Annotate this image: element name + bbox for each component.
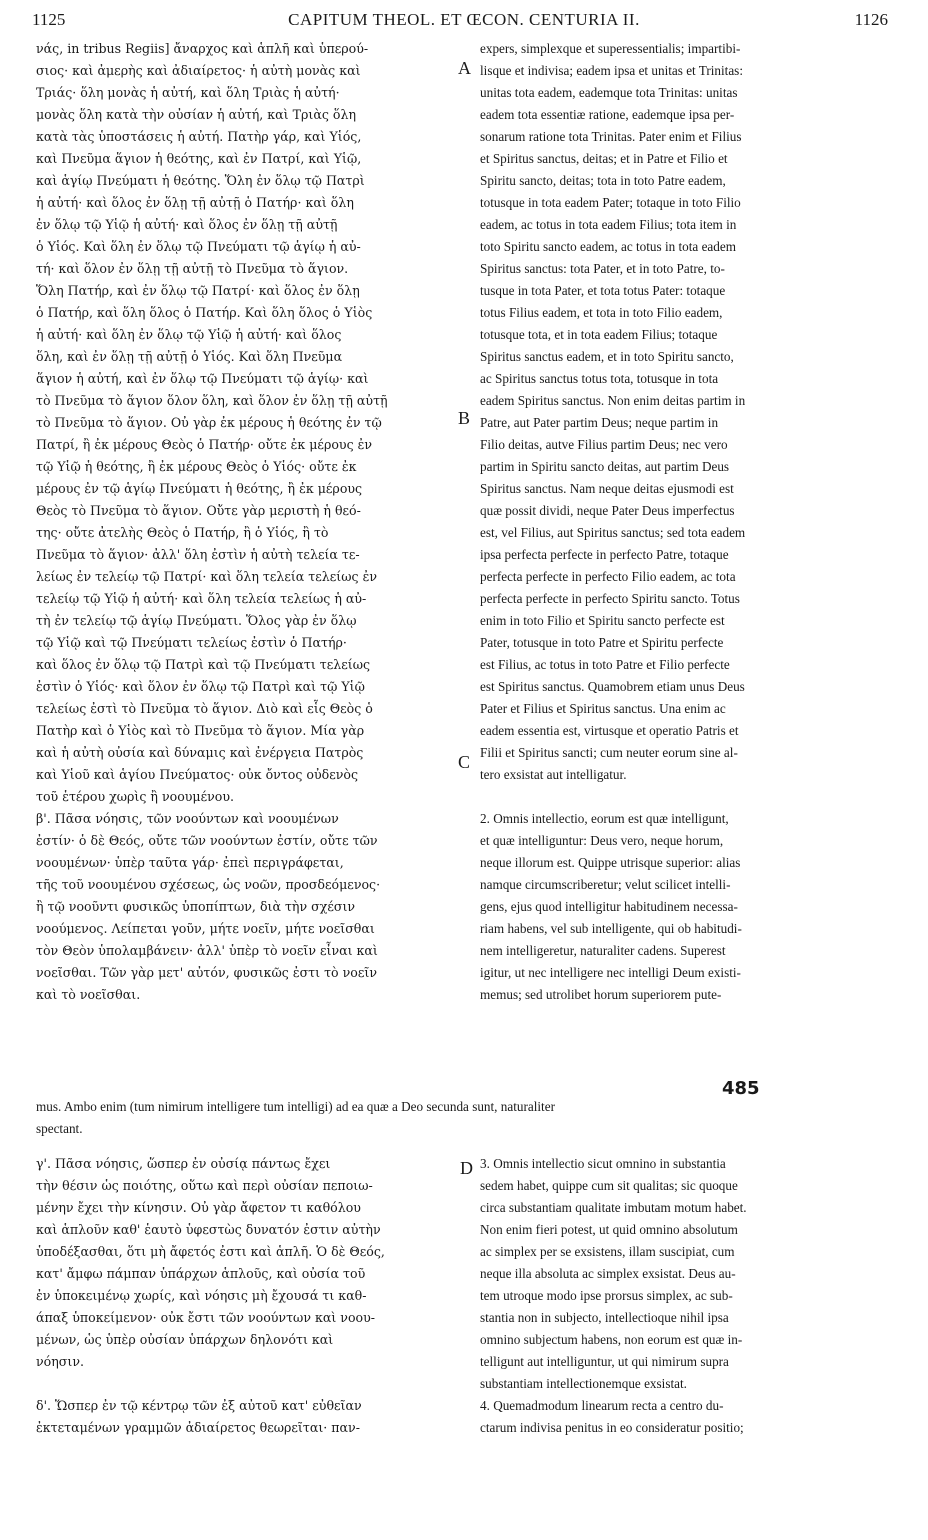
latin-text-line: stantia non in subjecto, intellectioque nihil ipsa <box>480 1310 729 1325</box>
greek-text-line: ὑποδέξασθαι, ὅτι μὴ ἄφετός ἐστι καὶ ἁπλῆ. Ὁ δὲ Θεός, <box>36 1244 385 1259</box>
latin-text-line: Pater et Filius et Spiritus sanctus. Una enim ac <box>480 701 726 716</box>
latin-column-top <box>480 38 890 1006</box>
latin-text-line: igitur, ut nec intelligere nec intelligi Deum existi- <box>480 965 741 980</box>
latin-text-line: riam habens, vel sub intelligente, qui ob habitudi- <box>480 921 742 936</box>
latin-text-line: Spiritus sanctus. Nam neque deitas ejusmodi est <box>480 481 734 496</box>
latin-text-line: unitas tota eadem, eademque tota Trinitas: unitas <box>480 85 738 100</box>
latin-text-line: totusque tota, et in tota eadem Filius; totaque <box>480 327 718 342</box>
greek-text-line <box>36 1373 454 1395</box>
greek-text-line: τελείως ἐστὶ τὸ Πνεῦμα τὸ ἅγιον. Διὸ καὶ εἷς Θεὸς ὁ <box>36 701 373 716</box>
greek-text-line: ἐκτεταμένων γραμμῶν ἀδιαίρετος θεωρεῖται· παν- <box>36 1420 360 1435</box>
latin-text-line: et Spiritus sanctus, deitas; et in Patre et Filio et <box>480 151 728 166</box>
greek-text-line: σιος· καὶ ἀμερὴς καὶ ἀδιαίρετος· ἡ αὐτὴ μονὰς καὶ <box>36 63 361 78</box>
greek-text-line: τὸν Θεὸν ὑπολαμβάνειν· ἀλλ' ὑπὲρ τὸ νοεῖν εἶναι καὶ <box>36 943 378 958</box>
greek-text-line: ἅγιον ἡ αὐτή, καὶ ἐν ὅλῳ τῷ Πνεύματι τῷ ἁγίῳ· καὶ <box>36 371 369 386</box>
full-width-continuation <box>36 1096 892 1140</box>
greek-text-line: καὶ Πνεῦμα ἅγιον ἡ θεότης, καὶ ἐν Πατρί, καὶ Υἱῷ, <box>36 151 362 166</box>
latin-text-line: ac simplex per se exsistens, illam suscipiat, cum <box>480 1244 735 1259</box>
greek-text-line: ἐστίν· ὁ δὲ Θεός, οὔτε τῶν νοούντων ἐστίν, οὔτε τῶν <box>36 833 378 848</box>
greek-text-line: νόησιν. <box>36 1354 84 1369</box>
latin-text-line: Filii et Spiritus sancti; cum neuter eorum sine al- <box>480 745 738 760</box>
latin-text-line: expers, simplexque et superessentialis; impartibi- <box>480 41 741 56</box>
greek-text-line: τοῦ ἑτέρου χωρὶς ἢ νοουμένου. <box>36 789 235 804</box>
latin-text-line: perfecta perfecte in perfecto Filio eadem, ac tota <box>480 569 736 584</box>
page-mark: 485 <box>722 1078 760 1099</box>
greek-text-line: μένων, ὡς ὑπὲρ οὐσίαν ὑπάρχων δηλονότι καὶ <box>36 1332 334 1347</box>
latin-text-line: gens, ejus quod intelligitur habitudinem necessa- <box>480 899 738 914</box>
greek-text-line: Θεὸς τὸ Πνεῦμα τὸ ἅγιον. Οὔτε γὰρ μεριστὴ ἡ θεό- <box>36 503 361 518</box>
margin-letter-c: C <box>458 752 471 772</box>
latin-text-line: est Filius, ac totus in toto Patre et Filio perfecte <box>480 657 730 672</box>
latin-text-line: neque illorum est. Quippe utrisque superior: alias <box>480 855 741 870</box>
greek-text-line: τὴν θέσιν ὡς ποιότης, οὕτω καὶ περὶ οὐσίαν πεποιω- <box>36 1178 373 1193</box>
latin-text-line: sedem habet, quippe cum sit qualitas; sic quoque <box>480 1178 738 1193</box>
margin-letter-a: A <box>458 58 471 78</box>
greek-text-line: Τριάς· ὅλη μονὰς ἡ αὐτή, καὶ ὅλη Τριὰς ἡ αὐτή· <box>36 85 340 100</box>
latin-text-line: Patre, aut Pater partim Deus; neque partim in <box>480 415 719 430</box>
greek-text-line: καὶ τὸ νοεῖσθαι. <box>36 987 141 1002</box>
greek-text-line: νάς, in tribus Regiis] ἄναρχος καὶ ἁπλῆ καὶ ὑπερού- <box>36 41 369 56</box>
latin-text-line: tusque in tota Pater, et tota totus Pater: totaque <box>480 283 726 298</box>
greek-text-line: γ'. Πᾶσα νόησις, ὥσπερ ἐν οὐσίᾳ πάντως ἔχει <box>36 1156 331 1171</box>
latin-text-line: Pater, totusque in toto Patre et Spiritu perfecte <box>480 635 724 650</box>
latin-text-line: et quæ intelliguntur: Deus vero, neque horum, <box>480 833 724 848</box>
latin-text-line: omnino subjectum habens, non eorum est quæ in- <box>480 1332 743 1347</box>
latin-text-line: Non enim fieri potest, ut quid omnino absolutum <box>480 1222 738 1237</box>
greek-text-line: τῷ Υἱῷ ἡ θεότης, ἢ ἐκ μέρους Θεὸς ὁ Υἱός· οὔτε ἐκ <box>36 459 357 474</box>
latin-text-line: Filio deitas, autve Filius partim Deus; nec vero <box>480 437 728 452</box>
greek-text-line: τῆς τοῦ νοουμένου σχέσεως, ὡς νοῶν, προσδεόμενος· <box>36 877 381 892</box>
left-page-number: 1125 <box>32 10 66 29</box>
latin-text-line: sonarum ratione tota Trinitas. Pater enim et Filius <box>480 129 742 144</box>
latin-text-line: toto Spiritu sancto eadem, ac totus in tota eadem <box>480 239 736 254</box>
greek-text-line: νοεῖσθαι. Τῶν γὰρ μετ' αὐτόν, φυσικῶς ἐστι τὸ νοεῖν <box>36 965 377 980</box>
latin-text-line: ctarum indivisa penitus in eo consideratur positio; <box>480 1420 744 1435</box>
margin-letter-d: D <box>460 1158 473 1178</box>
greek-text-line: άπαξ ὑποκείμενον· οὐκ ἔστι τῶν νοούντων καὶ νοου- <box>36 1310 376 1325</box>
running-title: CAPITUM THEOL. ET ŒCON. CENTURIA II. <box>288 10 640 29</box>
greek-text-line: τή· καὶ ὅλον ἐν ὅλῃ τῇ αὐτῇ τὸ Πνεῦμα τὸ ἅγιον. <box>36 261 349 276</box>
latin-text-line: quæ possit dividi, neque Pater Deus imperfectus <box>480 503 735 518</box>
greek-text-line: λείως ἐν τελείῳ τῷ Πατρί· καὶ ὅλη τελεία τελείως ἐν <box>36 569 377 584</box>
latin-text-line: namque circumscriberetur; velut scilicet intelli- <box>480 877 731 892</box>
latin-text-line: eadem Spiritus sanctus. Non enim deitas partim in <box>480 393 746 408</box>
full-width-text-line: spectant. <box>36 1121 83 1136</box>
greek-text-line: Πατὴρ καὶ ὁ Υἱὸς καὶ τὸ Πνεῦμα τὸ ἅγιον. Μία γὰρ <box>36 723 365 738</box>
greek-text-line: καὶ ἡ αὐτὴ οὐσία καὶ δύναμις καὶ ἐνέργεια Πατρὸς <box>36 745 364 760</box>
margin-letter-b: B <box>458 408 471 428</box>
latin-text-line: perfecta perfecte in perfecto Spiritu sancto. Totus <box>480 591 740 606</box>
greek-text-line: νοουμένων· ὑπὲρ ταῦτα γάρ· ἐπεὶ περιγράφεται, <box>36 855 344 870</box>
greek-text-line: ὅλη, καὶ ἐν ὅλῃ τῇ αὐτῇ ὁ Υἱός. Καὶ ὅλη Πνεῦμα <box>36 349 343 364</box>
greek-text-line: της· οὔτε ἀτελὴς Θεὸς ὁ Πατήρ, ἢ ὁ Υἱός, ἢ τὸ <box>36 525 329 540</box>
latin-text-line: substantiam intellectionemque exsistat. <box>480 1376 687 1391</box>
greek-text-line: καὶ ὅλος ἐν ὅλῳ τῷ Πατρὶ καὶ τῷ Πνεύματι τελείως <box>36 657 371 672</box>
latin-text-line: 4. Quemadmodum linearum recta a centro du- <box>480 1398 724 1413</box>
greek-text-line: Πατρί, ἢ ἐκ μέρους Θεὸς ὁ Πατήρ· οὔτε ἐκ μέρους ἐν <box>36 437 373 452</box>
greek-text-line: καὶ ἁπλοῦν καθ' ἑαυτὸ ὑφεστὼς δυνατόν ἐστιν αὐτὴν <box>36 1222 381 1237</box>
full-width-text-line: mus. Ambo enim (tum nimirum intelligere tum intelligi) ad ea quæ a Deo secunda sunt, naturaliter <box>36 1099 555 1114</box>
greek-text-line: τὴ ἐν τελείῳ τῷ ἁγίῳ Πνεύματι. Ὅλος γὰρ ἐν ὅλῳ <box>36 613 357 628</box>
greek-text-line: ὁ Πατήρ, καὶ ὅλη ὅλος ὁ Πατήρ. Καὶ ὅλη ὅλος ὁ Υἱὸς <box>36 305 373 320</box>
greek-text-line: μέρους ἐν τῷ ἁγίῳ Πνεύματι ἡ θεότης, ἢ ἐκ μέρους <box>36 481 363 496</box>
latin-text-line: tero exsistat aut intelligatur. <box>480 767 627 782</box>
latin-text-line: neque illa absoluta ac simplex exsistat. Deus au- <box>480 1266 736 1281</box>
greek-text-line: τὸ Πνεῦμα τὸ ἅγιον ὅλον ὅλη, καὶ ὅλον ἐν ὅλῃ τῇ αὐτῇ <box>36 393 388 408</box>
latin-text-line: circa substantiam qualitate imbutam motum habet. <box>480 1200 747 1215</box>
latin-text-line: tem utroque modo ipse prorsus simplex, ac sub- <box>480 1288 733 1303</box>
latin-text-line: Spiritus sanctus: tota Pater, et in toto Patre, to- <box>480 261 725 276</box>
greek-text-line: ἡ αὐτή· καὶ ὅλη ἐν ὅλῳ τῷ Υἱῷ ἡ αὐτή· καὶ ὅλος <box>36 327 342 342</box>
latin-text-line: 2. Omnis intellectio, eorum est quæ intelligunt, <box>480 811 729 826</box>
greek-text-line: ἢ τῷ νοοῦντι φυσικῶς ὑποπίπτων, διὰ τὴν σχέσιν <box>36 899 356 914</box>
greek-text-line: δ'. Ὥσπερ ἐν τῷ κέντρῳ τῶν ἐξ αὐτοῦ κατ' εὐθεῖαν <box>36 1398 362 1413</box>
greek-text-line: τῷ Υἱῷ καὶ τῷ Πνεύματι τελείως ἐστὶν ὁ Πατήρ· <box>36 635 347 650</box>
latin-text-line: eadem, ac totus in tota eadem Filius; tota item in <box>480 217 737 232</box>
greek-text-line: τελείῳ τῷ Υἱῷ ἡ αὐτή· καὶ ὅλη τελεία τελείως ἡ αὐ- <box>36 591 367 606</box>
latin-text-line: enim in toto Filio et Spiritu sancto perfecte est <box>480 613 725 628</box>
greek-column-bottom <box>36 1153 454 1439</box>
latin-text-line: ac Spiritus sanctus totus tota, totusque in tota <box>480 371 719 386</box>
greek-text-line: μονὰς ὅλη κατὰ τὴν οὐσίαν ἡ αὐτή, καὶ Τριὰς ὅλη <box>36 107 357 122</box>
greek-text-line: νοούμενος. Λείπεται γοῦν, μήτε νοεῖν, μήτε νοεῖσθαι <box>36 921 375 936</box>
greek-text-line: ἐν ὑποκειμένῳ χωρίς, καὶ νόησις μὴ ἔχουσά τι καθ- <box>36 1288 367 1303</box>
greek-text-line: Ὅλη Πατήρ, καὶ ἐν ὅλῳ τῷ Πατρί· καὶ ὅλος ἐν ὅλῃ <box>36 283 360 298</box>
latin-text-line: Spiritu sancto, deitas; tota in toto Patre eadem, <box>480 173 726 188</box>
latin-column-bottom <box>480 1153 890 1439</box>
greek-text-line: ἐν ὅλῳ τῷ Υἱῷ ἡ αὐτή· καὶ ὅλος ἐν ὅλῃ τῇ αὐτῇ <box>36 217 338 232</box>
greek-column-top <box>36 38 454 1006</box>
latin-text-line: partim in Spiritu sancto deitas, aut partim Deus <box>480 459 730 474</box>
latin-text-line: lisque et indivisa; eadem ipsa et unitas et Trinitas: <box>480 63 743 78</box>
latin-text-line: ipsa perfecta perfecte in perfecto Patre, totaque <box>480 547 729 562</box>
latin-text-line: Spiritus sanctus eadem, et in toto Spiritu sancto, <box>480 349 734 364</box>
latin-text-line: eadem essentia est, virtusque et operatio Patris et <box>480 723 739 738</box>
greek-text-line: κατὰ τὰς ὑποστάσεις ἡ αὐτή. Πατὴρ γάρ, καὶ Υἱός, <box>36 129 362 144</box>
greek-text-line: μένην ἔχει τὴν κίνησιν. Οὐ γὰρ ἄφετον τι καθόλου <box>36 1200 361 1215</box>
greek-text-line: ἐστὶν ὁ Υἱός· καὶ ὅλον ἐν ὅλῳ τῷ Πατρὶ καὶ τῷ Υἱῷ <box>36 679 365 694</box>
latin-text-line: est Spiritus sanctus. Quamobrem etiam unus Deus <box>480 679 745 694</box>
greek-text-line: ἡ αὐτή· καὶ ὅλος ἐν ὅλῃ τῇ αὐτῇ ὁ Πατήρ· καὶ ὅλη <box>36 195 354 210</box>
greek-text-line: καὶ ἁγίῳ Πνεύματι ἡ θεότης. Ὅλη ἐν ὅλῳ τῷ Πατρὶ <box>36 173 365 188</box>
latin-text-line: eadem tota essentiæ ratione, eademque ipsa per- <box>480 107 735 122</box>
latin-text-line: 3. Omnis intellectio sicut omnino in substantia <box>480 1156 726 1171</box>
latin-text-line <box>480 786 890 808</box>
latin-text-line: nem intelligeretur, naturaliter cadens. Superest <box>480 943 726 958</box>
greek-text-line: κατ' ἄμφω πάμπαν ὑπάρχων ἁπλοῦς, καὶ οὐσία τοῦ <box>36 1266 366 1281</box>
greek-text-line: ὁ Υἱός. Καὶ ὅλη ἐν ὅλῳ τῷ Πνεύματι τῷ ἁγίῳ ἡ αὐ- <box>36 239 361 254</box>
latin-text-line: totus Filius eadem, et tota in toto Filio eadem, <box>480 305 723 320</box>
latin-text-line: est, vel Filius, aut Spiritus sanctus; sed tota eadem <box>480 525 746 540</box>
latin-text-line: telligunt aut intelliguntur, ut qui nimirum supra <box>480 1354 729 1369</box>
greek-text-line: τὸ Πνεῦμα τὸ ἅγιον. Οὐ γὰρ ἐκ μέρους ἡ θεότης ἐν τῷ <box>36 415 382 430</box>
greek-text-line: Πνεῦμα τὸ ἅγιον· ἀλλ' ὅλη ἐστὶν ἡ αὐτὴ τελεία τε- <box>36 547 360 562</box>
latin-text-line: totusque in tota eadem Pater; totaque in toto Filio <box>480 195 741 210</box>
right-page-number: 1126 <box>854 10 888 29</box>
latin-text-line: memus; sed utrolibet horum superiorem pute- <box>480 987 722 1002</box>
greek-text-line: καὶ Υἱοῦ καὶ ἁγίου Πνεύματος· οὐκ ὄντος οὐδενὸς <box>36 767 359 782</box>
greek-text-line: β'. Πᾶσα νόησις, τῶν νοούντων καὶ νοουμένων <box>36 811 339 826</box>
